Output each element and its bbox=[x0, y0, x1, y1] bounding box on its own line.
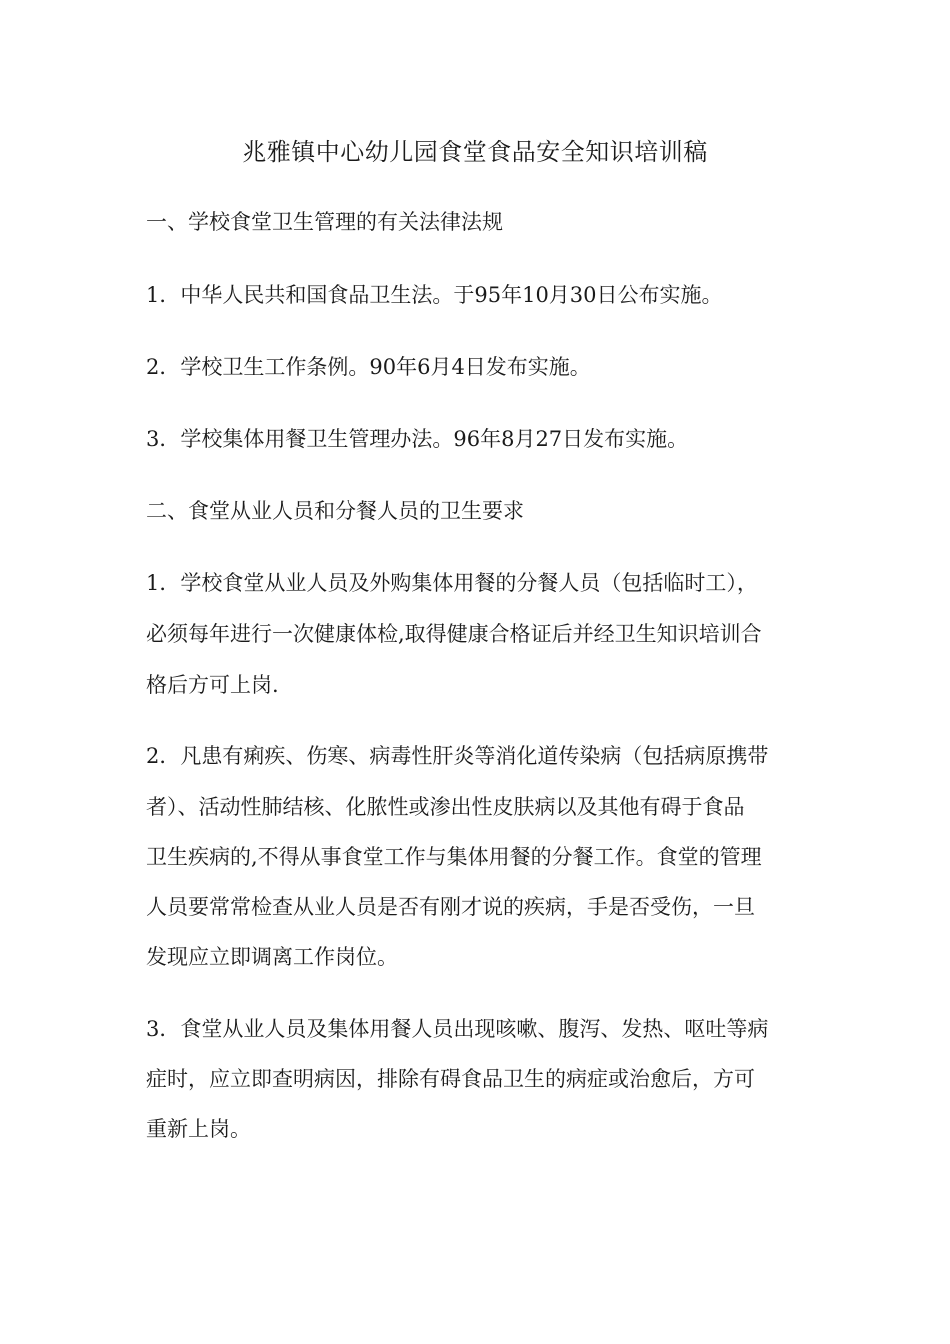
document-title: 兆雅镇中心幼儿园食堂食品安全知识培训稿 bbox=[242, 138, 708, 166]
law-item-3: 3．学校集体用餐卫生管理办法。96年8月27日发布实施。 bbox=[146, 427, 689, 451]
requirement-2-line-4: 人员要常常检查从业人员是否有刚才说的疾病，手是否受伤，一旦 bbox=[146, 895, 755, 919]
section-heading-2: 二、食堂从业人员和分餐人员的卫生要求 bbox=[146, 499, 524, 523]
law-item-2: 2．学校卫生工作条例。90年6月4日发布实施。 bbox=[146, 355, 591, 379]
requirement-3-line-2: 症时，应立即查明病因，排除有碍食品卫生的病症或治愈后，方可 bbox=[146, 1067, 755, 1091]
requirement-3-line-3: 重新上岗。 bbox=[146, 1117, 251, 1141]
requirement-1-line-2: 必须每年进行一次健康体检,取得健康合格证后并经卫生知识培训合 bbox=[146, 622, 762, 646]
requirement-2-line-3: 卫生疾病的,不得从事食堂工作与集体用餐的分餐工作。食堂的管理 bbox=[146, 845, 762, 869]
requirement-1-line-3: 格后方可上岗. bbox=[146, 673, 279, 697]
requirement-2-line-5: 发现应立即调离工作岗位。 bbox=[146, 945, 398, 969]
requirement-1-line-1: 1．学校食堂从业人员及外购集体用餐的分餐人员（包括临时工）， bbox=[146, 571, 758, 595]
requirement-3-line-1: 3．食堂从业人员及集体用餐人员出现咳嗽、腹泻、发热、呕吐等病 bbox=[146, 1017, 769, 1041]
law-item-1: 1．中华人民共和国食品卫生法。于95年10月30日公布实施。 bbox=[146, 283, 723, 307]
section-heading-1: 一、学校食堂卫生管理的有关法律法规 bbox=[146, 210, 503, 234]
requirement-2-line-1: 2．凡患有痢疾、伤寒、病毒性肝炎等消化道传染病（包括病原携带 bbox=[146, 744, 769, 768]
requirement-2-line-2: 者）、活动性肺结核、化脓性或渗出性皮肤病以及其他有碍于食品 bbox=[146, 795, 745, 819]
